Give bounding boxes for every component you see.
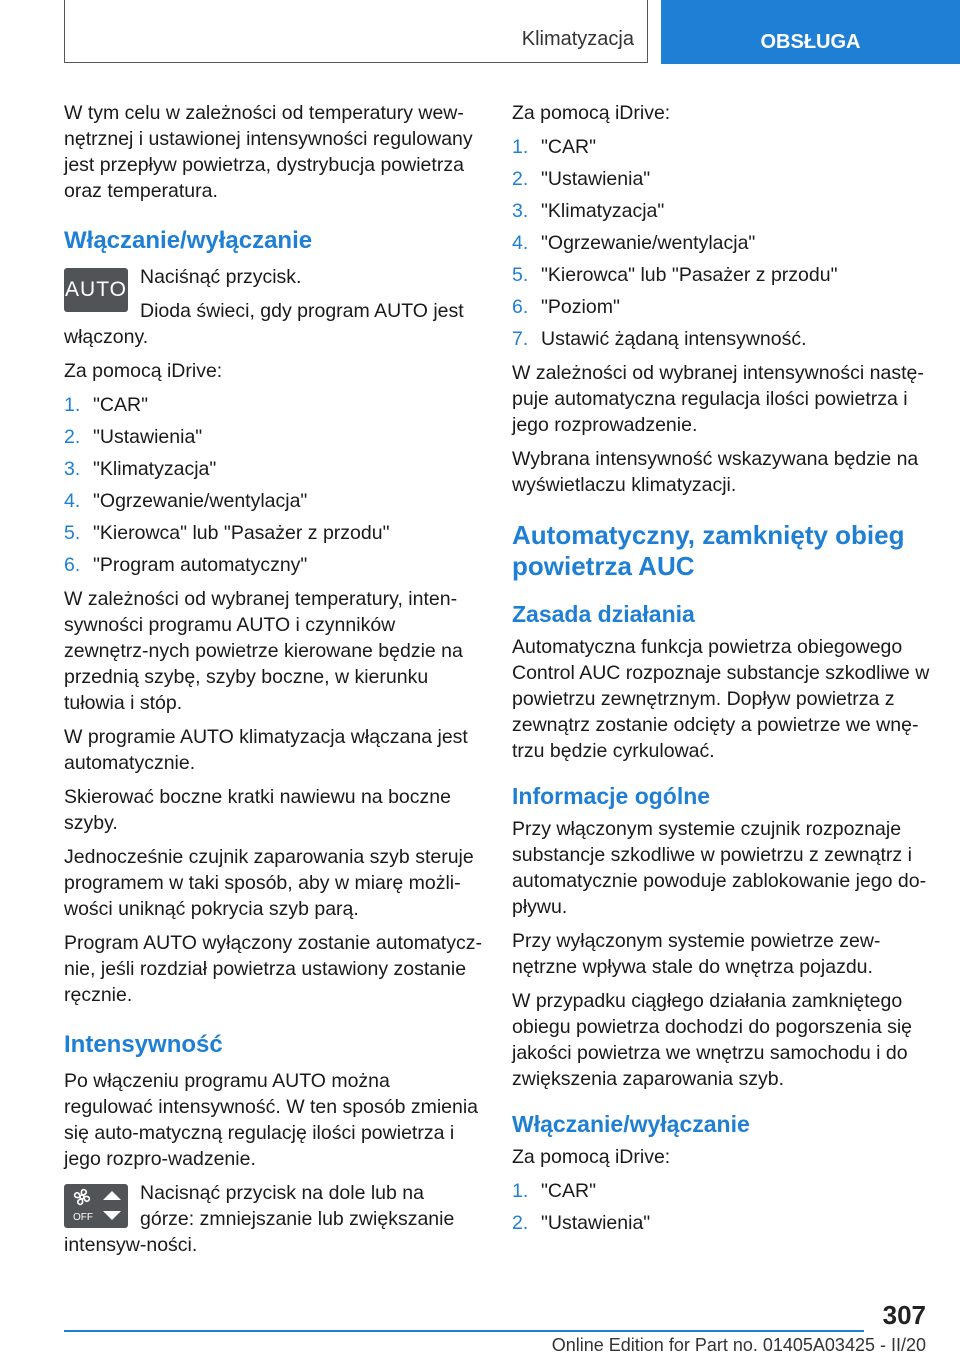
footer-divider (64, 1330, 864, 1332)
paragraph: W przypadku ciągłego działania zamkniętego obiegu powietrza dochodzi do pogorszenia się jakości powietrza we wnętrzu samochodu i do zwiększenia zaparowania szyb. (512, 990, 913, 1090)
list-number: 3. (64, 458, 81, 480)
list-number: 5. (512, 264, 529, 286)
list-number: 2. (512, 168, 529, 190)
list-item: 7. Ustawić żądaną intensywność. (512, 328, 807, 350)
list-item: 6. "Poziom" (512, 296, 620, 318)
list-number: 4. (512, 232, 529, 254)
fan-icon (64, 1184, 128, 1228)
list-number: 1. (64, 394, 81, 416)
list-number: 7. (512, 328, 529, 350)
paragraph: Przy włączonym systemie czujnik rozpoznaje substancje szkodliwe w powietrzu z zewnątrz i automatycznie powoduje zablokowanie jego do‐pływu. (512, 818, 927, 918)
list-item: 1. "CAR" (512, 1180, 597, 1202)
list-item: 5. "Kierowca" lub "Pasażer z przodu" (512, 264, 838, 286)
left-column (64, 100, 482, 1266)
fan-intensity-button-icon (64, 1184, 128, 1228)
header-chapter-tab (661, 0, 960, 64)
left-steps-list (64, 392, 482, 578)
intro-paragraph: W tym celu w zależności od temperatury wew‐nętrznej i ustawionej intensywności regulowany jest przepływ powietrza, dystrybucja powietrza oraz temperatura. (64, 102, 473, 202)
paragraph: Przy wyłączonym systemie powietrze zew‐nętrzne wpływa stale do wnętrza pojazdu. (512, 930, 881, 978)
auto-instruction (64, 264, 482, 358)
list-item: 3. "Klimatyzacja" (512, 200, 665, 222)
idrive-intro: Za pomocą iDrive: (64, 360, 223, 382)
paragraph: W zależności od wybranej temperatury, inten‐sywności programu AUTO i czynników zewnętrz‐nych powietrze kierowane będzie na przednią szybę, szyby boczne, w kierunku tułowia i stóp. (64, 588, 463, 714)
paragraph: Jednocześnie czujnik zaparowania szyb steruje programem w taki sposób, aby w miarę możli‐wości uniknąć pokrycia szyb parą. (64, 846, 474, 920)
fan-instruction (64, 1180, 482, 1266)
paragraph: Automatyczna funkcja powietrza obiegowego Control AUC rozpoznaje substancje szkodliwe w powietrzu zewnętrznym. Dopływ powietrza z zewnątrz zostanie odcięty a powietrze we wnę‐trzu będzie cyrkulować. (512, 636, 930, 762)
list-item: 6. "Program automatyczny" (64, 554, 308, 576)
header-section-title: Klimatyzacja (521, 28, 634, 50)
auto-button-label: AUTO (65, 278, 127, 301)
heading-auc: Automatyczny, zamknięty obieg powietrza AUC (512, 520, 905, 581)
paragraph: W programie AUTO klimatyzacja włączana jest automatycznie. (64, 726, 468, 774)
paragraph: Po włączeniu programu AUTO można regulować intensywność. W ten sposób zmienia się auto‐matyczną regulację ilości powietrza i jego rozpro‐wadzenie. (64, 1070, 479, 1170)
list-item: 2. "Ustawienia" (512, 1212, 651, 1234)
footer-edition: Online Edition for Part no. 01405A03425 - II/20 (551, 1335, 926, 1355)
fan-off-label: OFF (73, 1212, 93, 1223)
list-number: 4. (64, 490, 81, 512)
list-number: 2. (512, 1212, 529, 1234)
heading-on-off: Włączanie/wyłączanie (512, 1111, 750, 1137)
header-chapter-label: OBSŁUGA (760, 31, 861, 53)
right-steps-list (512, 134, 930, 352)
page-number: 307 (882, 1300, 926, 1330)
press-button-text: Naciśnąć przycisk. (140, 266, 302, 288)
list-item: 5. "Kierowca" lub "Pasażer z przodu" (64, 522, 390, 544)
list-item: 4. "Ogrzewanie/wentylacja" (64, 490, 308, 512)
list-number: 2. (64, 426, 81, 448)
list-number: 5. (64, 522, 81, 544)
right-steps-list-2 (512, 1178, 930, 1236)
heading-general: Informacje ogólne (512, 783, 711, 809)
list-number: 1. (512, 1180, 529, 1202)
list-number: 6. (512, 296, 529, 318)
list-number: 6. (64, 554, 81, 576)
paragraph: W zależności od wybranej intensywności nastę‐puje automatyczna regulacja ilości powietrza i jego rozprowadzenie. (512, 362, 924, 436)
list-item: 2. "Ustawienia" (64, 426, 203, 448)
list-item: 3. "Klimatyzacja" (64, 458, 217, 480)
paragraph: Wybrana intensywność wskazywana będzie na wyświetlaczu klimatyzacji. (512, 448, 919, 496)
list-item: 4. "Ogrzewanie/wentylacja" (512, 232, 756, 254)
paragraph: Skierować boczne kratki nawiewu na boczne szyby. (64, 786, 451, 834)
paragraph: Program AUTO wyłączony zostanie automatycz‐nie, jeśli rozdział powietrza ustawiony zostanie ręcznie. (64, 932, 482, 1006)
heading-on-off: Włączanie/wyłączanie (64, 227, 313, 254)
idrive-intro: Za pomocą iDrive: (512, 1146, 671, 1168)
list-item: 2. "Ustawienia" (512, 168, 651, 190)
list-item: 1. "CAR" (512, 136, 597, 158)
right-column (512, 100, 930, 1244)
list-number: 3. (512, 200, 529, 222)
heading-intensity: Intensywność (64, 1031, 223, 1058)
list-item: 1. "CAR" (64, 394, 149, 416)
heading-principle: Zasada działania (512, 601, 695, 627)
fan-press-text: Nacisnąć przycisk na dole lub na górze: zmniejszanie lub zwiększanie intensyw‐ności. (64, 1182, 455, 1256)
list-number: 1. (512, 136, 529, 158)
idrive-intro: Za pomocą iDrive: (512, 102, 671, 124)
led-text: Dioda świeci, gdy program AUTO jest włączony. (64, 300, 464, 348)
auto-button-icon (64, 268, 128, 312)
